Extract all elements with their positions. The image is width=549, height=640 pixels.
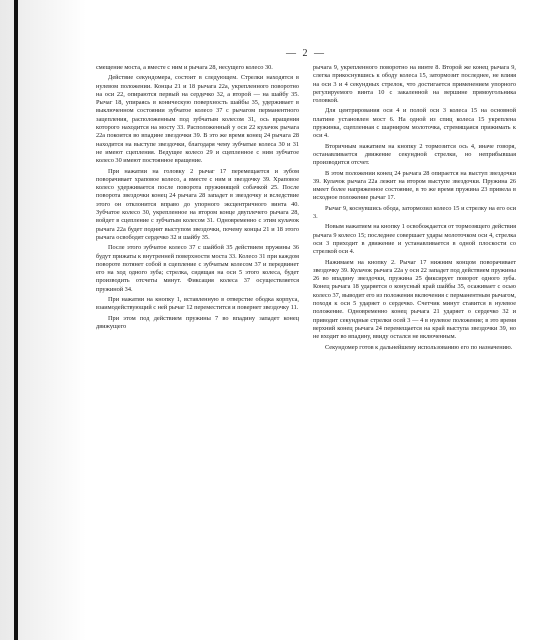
paragraph: Новым нажатием на кнопку 1 освобождается от тормозящего действия рычага 9 колесо 15; последнее совершает удары молоточком оси 4, стрелка оси 3 приходит в движение и устанавливается в одной плоскости со стрелкой оси 4. [313, 223, 516, 256]
paragraph: При этом под действием пружины 7 во впадину западет конец движущего [96, 314, 299, 330]
right-column [313, 64, 516, 354]
paragraph: Действие секундомера, состоит в следующем. Стрелки находятся в нулевом положении. Концы 21 и 18 рычага 22а, укрепленного поворотно на оси 22, опираются первый на сердечко 32, а второй — на шайбу 35. Рычаг 18, упираясь в коническую поверхность шайбы 35, удерживает в выключенном состоянии зубчатое колесо 37 с рычагом перманентного зацепления, расположенным под зубчатым колесом 31, ось вращения которого находится на мосту 33. Расположенный у оси 22 кулачок рычага 22а покоится во впадине звездочки 39. В это же время конец 24 рычага 28 находится на выступе звездочки, благодаря чему зубчатые колеса 30 и 31 не имеют сцепления. Ведущее колесо 29 и сцепленное с ним зубчатое колесо 30 имеют постоянное вращение. [96, 74, 299, 165]
paragraph: В этом положении конец 24 рычага 28 опирается на выступ звездочки 39. Кулачок рычага 22а лежит на втором выступе звездочки. Пружина 26 имеет более напряженное состояние, в то же время пружина 23 привела в исходное положение рычаг 17. [313, 169, 516, 202]
page-number: — 2 — [286, 48, 326, 59]
paragraph: При нажатии на кнопку 1, вставленную в отверстие ободка корпуса, взаимодействующий с ней рычаг 12 переместится и повернет звездочку 11. [96, 296, 299, 312]
paragraph: При нажатии на головку 2 рычаг 17 перемещается и зубом поворачивает храповое колесо, а вместе с ним и звездочку 39. Храповое колесо удерживается после поворота пружинящей собачкой 25. После поворота звездочки конец 24 рычага 28 западет в звездочку и вследствие этого он отклонится вправо до упорного эксцентричного винта 40. Зубчатое колесо 30, укрепленное на втором конце двуплечего рычага 28, войдет в сцепление с зубчатым колесом 31. Одновременно с этим кулачок рычага 22а будет поднят выступом звездочки, почему концы 21 и 18 этого рычага освободят сердечко 32 и шайбу 35. [96, 167, 299, 241]
paragraph: После этого зубчатое колесо 37 с шайбой 35 действием пружины 36 будут прижаты к внутренней поверхности моста 33. Колесо 31 при каждом повороте потянет собой в сцепление с зубчатым колесом 37 и передвинет его на ход одного зуба; стрелка, сидящая на оси 5 этого колеса, будет производить отсчеты минут. Фиксация колеса 37 осуществляется пружиной 34. [96, 244, 299, 293]
paragraph: Вторичным нажатием на кнопку 2 тормозится ось 4, иначе говоря, останавливается движение секундной стрелки, но неприбывшая производится отсчет. [313, 142, 516, 167]
document-page [96, 48, 516, 636]
paragraph: Для центрирования оси 4 и полой оси 3 колеса 15 на основной платине установлен мост 6. На одной из спиц колеса 15 укреплена пружинка, сцепленная с шарниром молоточка, стремящаяся прижимать к оси 4. [313, 107, 516, 140]
paragraph: Секундомер готов к дальнейшему использованию его по назначению. [325, 343, 513, 351]
paragraph: рычага 9, укрепленного поворотно на винте 8. Второй же конец рычага 9, слегка прикоснувшись к ободу колеса 15, затормозит последнее, не влияя на оси 3 и 4 секундных стрелок, что достигается применением упорного регулируемого винта 10 с закаленной на вершине прямоугольника головкой. [313, 64, 516, 105]
paragraph: Рычаг 9, коснувшись обода, затормозил колесо 15 и стрелку на его оси 3. [313, 204, 516, 221]
scan-shadow [0, 0, 86, 640]
paragraph: смещение моста, а вместе с ним и рычага 28, несущего колесо 30. [96, 64, 273, 71]
binding-edge [14, 0, 18, 640]
paragraph: Нажимаем на кнопку 2. Рычаг 17 нижним концом поворачивает звездочку 39. Кулачок рычага 22а у оси 22 западет под действием пружины 26 во впадину звездочки, пружина 25 фиксирует поворот одного зуба. Конец рычага 18 ударяется о конусный край шайбы 35, осаживает с осью колесо 37, выводит его из положения включения с перманентным рычагом, походя к оси 5 ударяет о сердечко. Счетчик минут ставится в нулевое положение. Одновременно конец рычага 21 ударяет о сердечко 32 и приводит секундные стрелки осей 3 — 4 в нулевое положение; в это время верхний конец рычага 24 перемещается на край выступа звездочки 39, но не входит во впадину, ввиду остался не включенным. [313, 258, 516, 341]
left-column [96, 64, 299, 333]
